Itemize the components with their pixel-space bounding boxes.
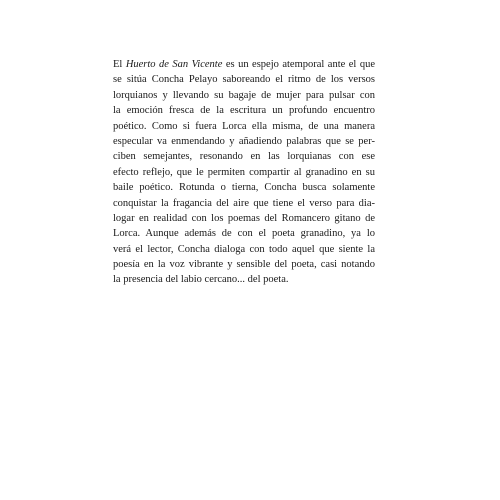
paragraph-line: efecto reflejo, que le permiten compartir al granadino en su xyxy=(113,166,375,178)
paragraph-line: lorquianos y llevando su bagaje de mujer para pulsar con xyxy=(113,89,375,101)
paragraph-line: la emoción fresca de la escritura un profundo encuentro xyxy=(113,105,375,117)
paragraph-line: especular va enmendando y añadiendo palabras que se per- xyxy=(113,135,375,147)
body-paragraph xyxy=(113,57,375,288)
paragraph-line: baile poético. Rotunda o tierna, Concha busca solamente xyxy=(113,182,375,194)
paragraph-line: conquistar la fragancia del aire que tiene el verso para dia- xyxy=(113,197,375,209)
line-1-text: es un espejo atemporal ante el que xyxy=(222,59,375,70)
paragraph-line-1 xyxy=(113,57,375,72)
paragraph-line: se sitúa Concha Pelayo saboreando el ritmo de los versos xyxy=(113,74,375,86)
paragraph-line: logar en realidad con los poemas del Romancero gitano de xyxy=(113,212,375,224)
paragraph-line: poético. Como si fuera Lorca ella misma, de una manera xyxy=(113,120,375,132)
paragraph-line: ciben semejantes, resonando en las lorquianas con ese xyxy=(113,151,375,163)
paragraph-line: verá el lector, Concha dialoga con todo aquel que siente la xyxy=(113,243,375,255)
intro-prefix: El xyxy=(113,59,126,70)
paragraph-line: poesía en la voz vibrante y sensible del poeta, casi notando xyxy=(113,259,375,271)
paragraph-line: Lorca. Aunque además de con el poeta granadino, ya lo xyxy=(113,228,375,240)
book-title: Huerto de San Vicente xyxy=(125,59,223,70)
paragraph-line-last: la presencia del labio cercano... del poeta. xyxy=(113,274,289,286)
